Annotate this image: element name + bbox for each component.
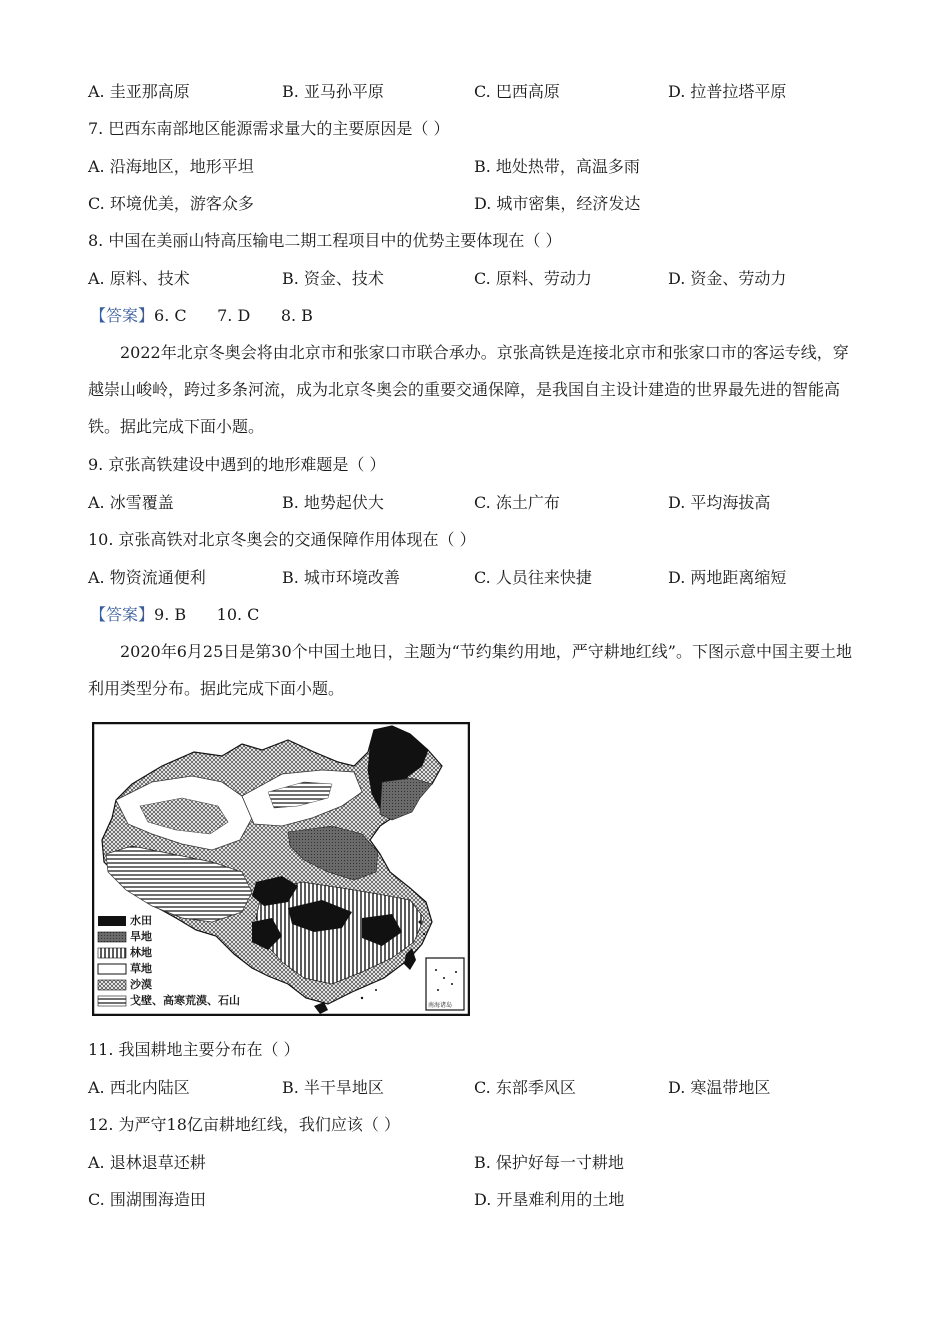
china-land-use-map [92,722,470,1016]
legend-label-paddy: 水田 [130,914,152,927]
q9-stem: 9. 京张高铁建设中遇到的地形难题是（ ） [88,455,386,474]
q6-option-c: C. 巴西高原 [474,82,560,101]
q12-stem: 12. 为严守18亿亩耕地红线，我们应该（ ） [88,1115,400,1134]
q10-option-c: C. 人员往来快捷 [474,568,592,587]
passage-land-day: 2020年6月25日是第30个中国土地日，主题为“节约集约用地，严守耕地红线”。下图示意中国主要土地利用类型分布。据此完成下面小题。 [88,642,852,698]
q7-stem: 7. 巴西东南部地区能源需求量大的主要原因是（ ） [88,119,450,138]
q11-option-d: D. 寒温带地区 [668,1078,771,1097]
inset-label: 南海诸岛 [428,1002,453,1009]
q8-option-a: A. 原料、技术 [88,269,190,288]
q7-option-c: C. 环境优美，游客众多 [88,194,254,213]
q8-option-d: D. 资金、劳动力 [668,269,787,288]
q7-option-d: D. 城市密集，经济发达 [474,194,641,213]
q12-option-a: A. 退林退草还耕 [88,1153,206,1172]
answer-text: 9. B 10. C [154,605,260,624]
q9-option-d: D. 平均海拔高 [668,493,771,512]
q6-option-a: A. 圭亚那高原 [88,82,190,101]
q9-option-b: B. 地势起伏大 [282,493,384,512]
q8-stem: 8. 中国在美丽山特高压输电二期工程项目中的优势主要体现在（ ） [88,231,562,250]
answer-tag: 【答案】 [90,605,155,624]
q9-option-a: A. 冰雪覆盖 [88,493,174,512]
q10-option-a: A. 物资流通便利 [88,568,206,587]
q6-option-b: B. 亚马孙平原 [282,82,384,101]
q6-option-d: D. 拉普拉塔平原 [668,82,787,101]
q11-option-a: A. 西北内陆区 [88,1078,190,1097]
legend-label-grassland: 草地 [130,962,152,975]
q9-option-c: C. 冻土广布 [474,493,560,512]
q8-option-b: B. 资金、技术 [282,269,384,288]
q7-option-a: A. 沿海地区，地形平坦 [88,157,254,176]
answer-text: 6. C 7. D 8. B [154,306,313,325]
q10-option-b: B. 城市环境改善 [282,568,400,587]
q11-option-b: B. 半干旱地区 [282,1078,384,1097]
q12-option-c: C. 围湖围海造田 [88,1190,206,1209]
q10-stem: 10. 京张高铁对北京冬奥会的交通保障作用体现在（ ） [88,530,476,549]
answer-block-2 [90,604,259,626]
answer-block-1 [90,305,313,327]
legend-label-desert: 沙漠 [130,978,152,991]
legend-label-forest: 林地 [130,946,152,959]
q11-option-c: C. 东部季风区 [474,1078,576,1097]
q11-stem: 11. 我国耕地主要分布在（ ） [88,1040,300,1059]
q12-option-d: D. 开垦难利用的土地 [474,1190,625,1209]
q7-option-b: B. 地处热带，高温多雨 [474,157,640,176]
legend-label-dryland: 旱地 [130,930,152,943]
answer-tag: 【答案】 [90,306,155,325]
q12-option-b: B. 保护好每一寸耕地 [474,1153,624,1172]
q10-option-d: D. 两地距离缩短 [668,568,787,587]
legend-label-gobi: 戈壁、高寒荒漠、石山 [130,994,240,1007]
q8-option-c: C. 原料、劳动力 [474,269,592,288]
passage-beijing-winter-olympics: 2022年北京冬奥会将由北京市和张家口市联合承办。京张高铁是连接北京市和张家口市的客运专线，穿越崇山峻岭，跨过多条河流，成为北京冬奥会的重要交通保障，是我国自主设计建造的世界最先进的智能高铁。据此完成下面小题。 [88,343,849,436]
